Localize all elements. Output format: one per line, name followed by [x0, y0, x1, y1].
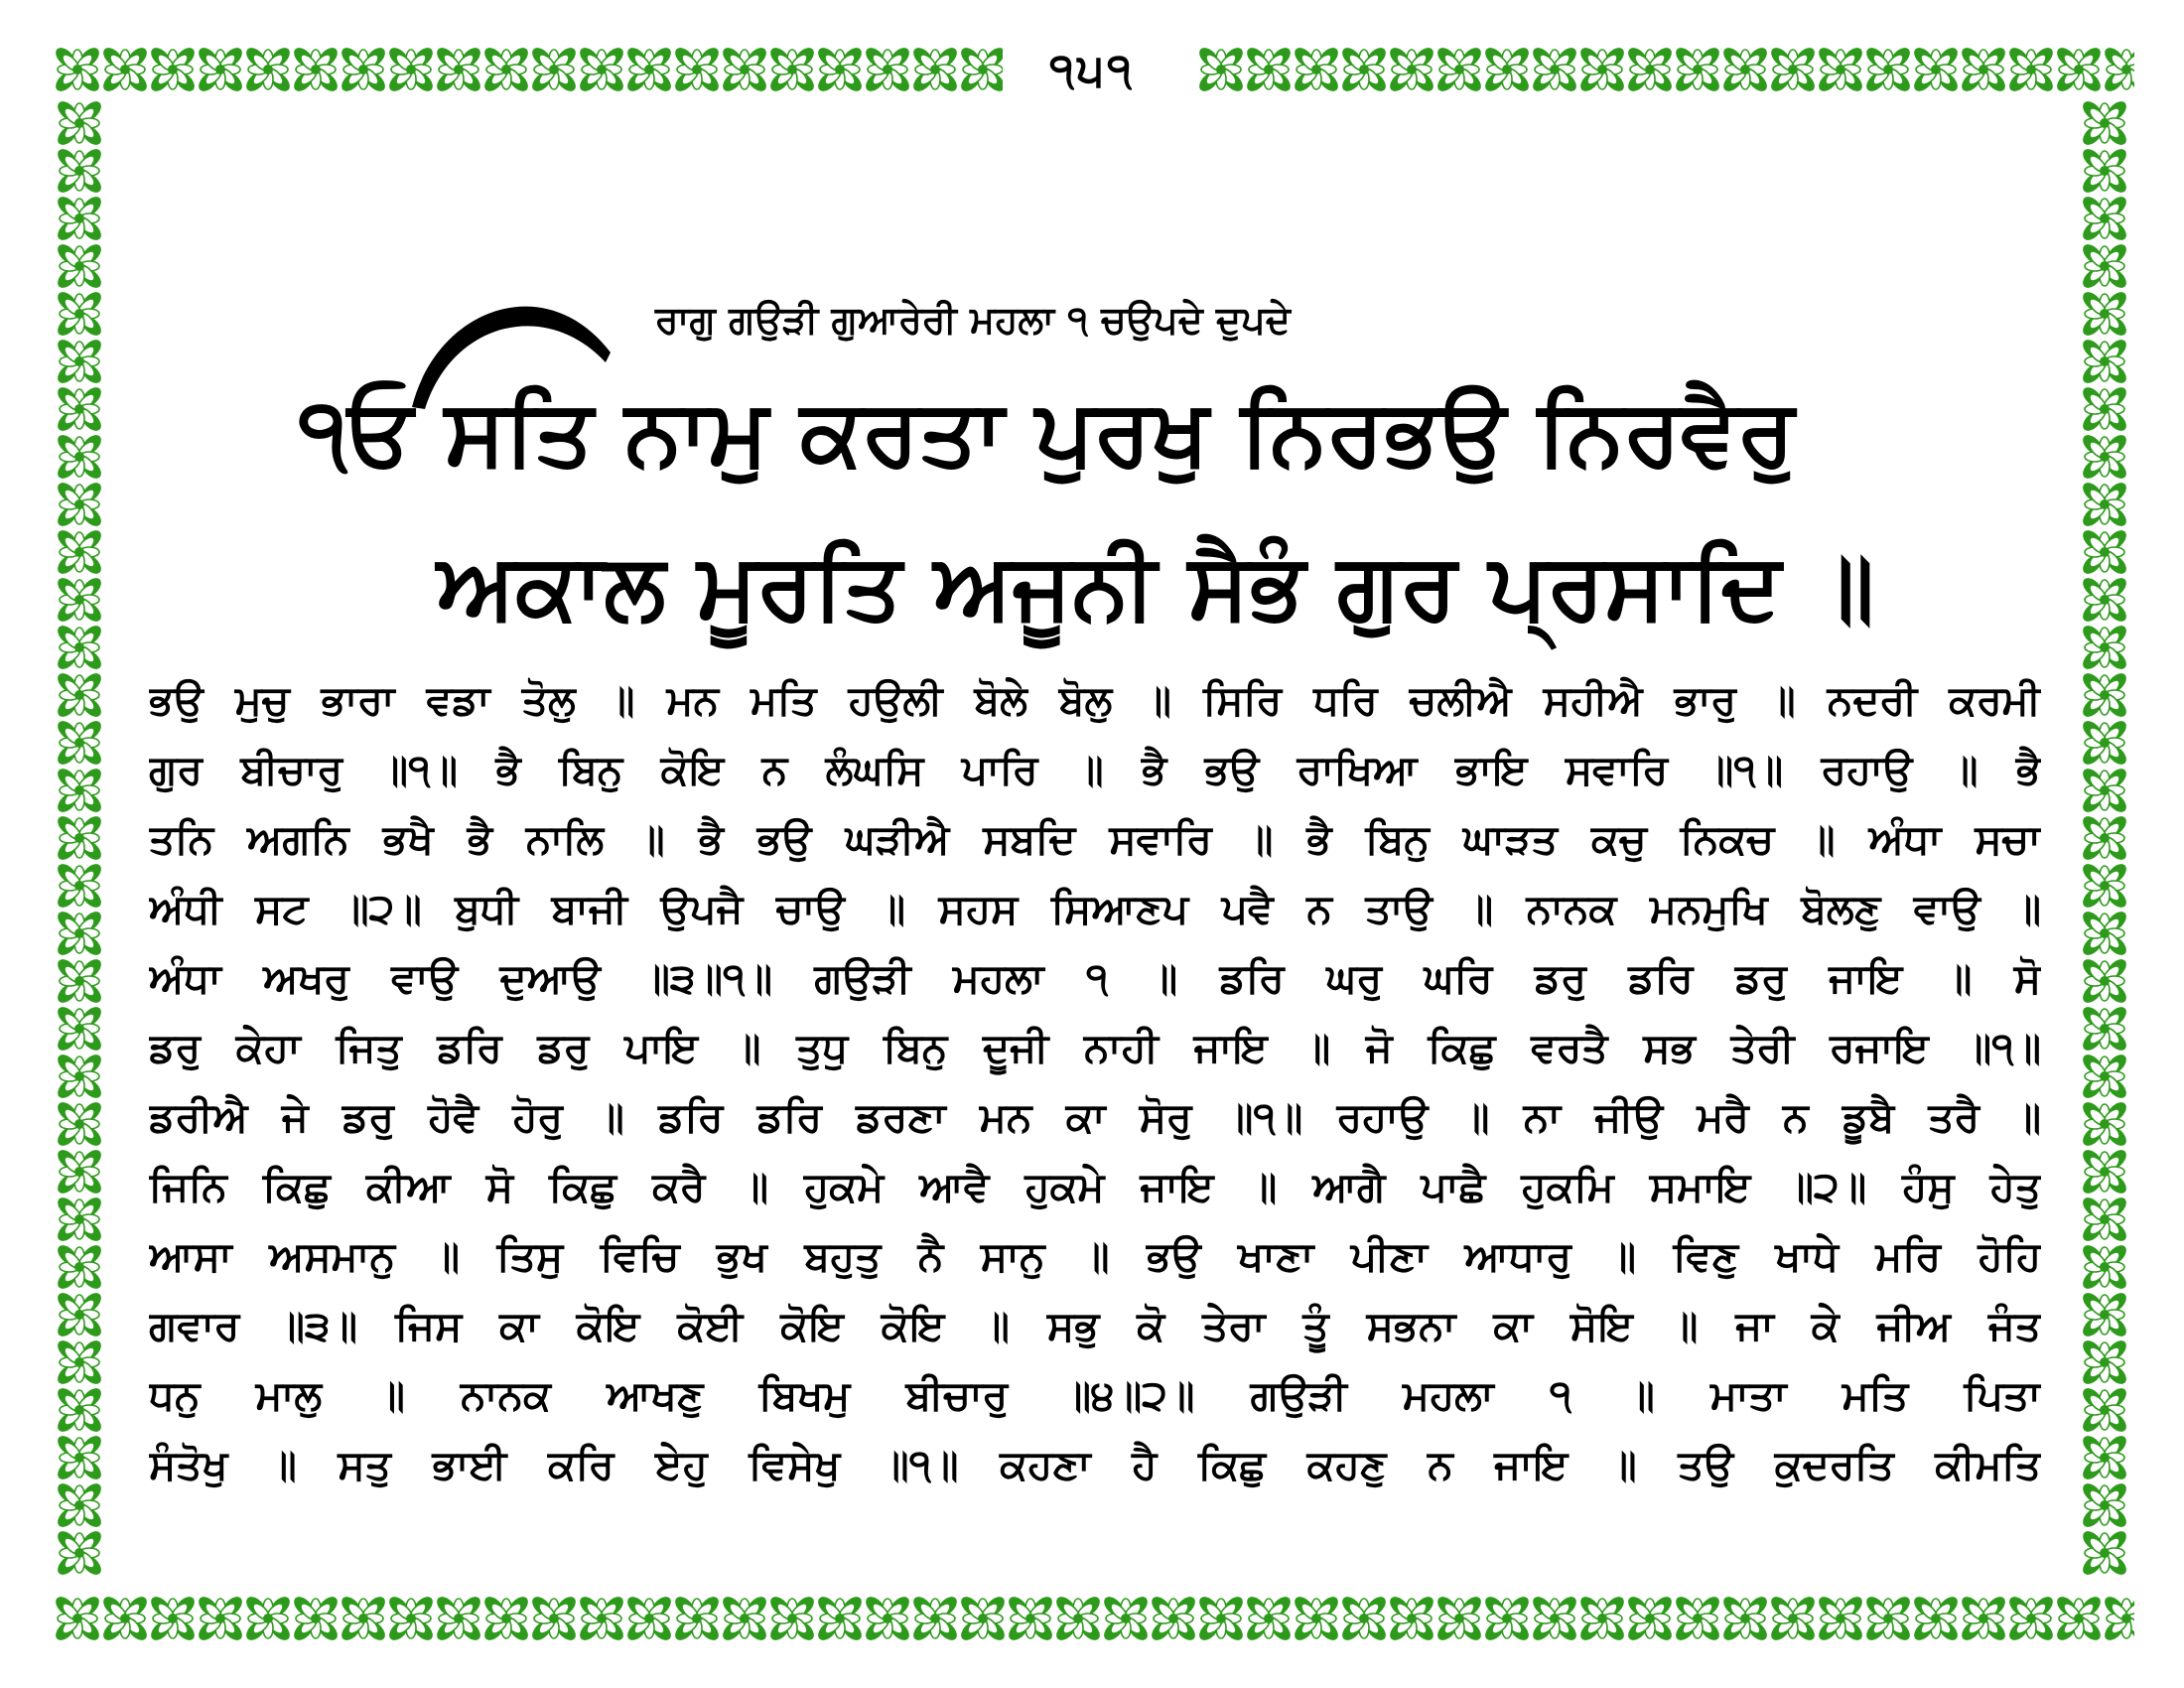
body-line: ਜਿਨਿ ਕਿਛੁ ਕੀਆ ਸੋ ਕਿਛੁ ਕਰੈ ॥ ਹੁਕਮੇ ਆਵੈ ਹੁਕਮੇ ਜਾਇ ॥ ਆਗੈ ਪਾਛੈ ਹੁਕਮਿ ਸਮਾਇ ॥੨॥ ਹੰਸੁ ਹੇਤੁ: [149, 1163, 2041, 1210]
flower-ornament: [2102, 45, 2134, 95]
flower-ornament: [481, 1594, 532, 1644]
flower-ornament: [624, 45, 675, 95]
flower-ornament: [386, 45, 437, 95]
flower-ornament: [910, 1594, 961, 1644]
flower-ornament: [55, 1290, 105, 1340]
flower-ornament: [55, 384, 105, 435]
flower-ornament: [577, 45, 627, 95]
flower-ornament: [196, 1594, 246, 1644]
flower-ornament: [2080, 146, 2130, 197]
floral-border-right: [2075, 99, 2134, 1589]
flower-ornament: [55, 1099, 105, 1150]
flower-ornament: [958, 45, 1009, 95]
page-number-box: [1003, 38, 1181, 103]
flower-ornament: [1292, 1594, 1342, 1644]
gurbani-body: [149, 665, 2041, 1499]
flower-ornament: [767, 45, 818, 95]
flower-ornament: [55, 1195, 105, 1245]
flower-ornament: [55, 146, 105, 197]
flower-ornament: [1816, 45, 1866, 95]
flower-ornament: [2080, 1099, 2130, 1150]
flower-ornament: [2080, 1052, 2130, 1102]
flower-ornament: [1387, 45, 1437, 95]
flower-ornament: [243, 45, 294, 95]
flower-ornament: [2080, 1290, 2130, 1340]
flower-ornament: [55, 861, 105, 912]
flower-ornament: [2080, 1480, 2130, 1531]
body-line: ਗਵਾਰ ॥੩॥ ਜਿਸ ਕਾ ਕੋਇ ਕੋਈ ਕੋਇ ਕੋਇ ॥ ਸਭੁ ਕੋ ਤੇਰਾ ਤੂੰ ਸਭਨਾ ਕਾ ਸੋਇ ॥ ਜਾ ਕੇ ਜੀਅ ਜੰਤ: [149, 1302, 2041, 1349]
flower-ornament: [2080, 1147, 2130, 1197]
flower-ornament: [2080, 1337, 2130, 1388]
flower-ornament: [434, 1594, 484, 1644]
flower-ornament: [55, 670, 105, 721]
body-line: ਆਸਾ ਅਸਮਾਨੁ ॥ ਤਿਸੁ ਵਿਚਿ ਭੁਖ ਬਹੁਤੁ ਨੈ ਸਾਨੁ ॥ ਭਉ ਖਾਣਾ ਪੀਣਾ ਆਧਾਰੁ ॥ ਵਿਣੁ ਖਾਧੇ ਮਰਿ ਹੋਹਿ: [149, 1232, 2041, 1280]
flower-ornament: [2006, 1594, 2057, 1644]
flower-ornament: [55, 480, 105, 530]
flower-ornament: [2080, 432, 2130, 483]
flower-ornament: [2080, 194, 2130, 244]
flower-ornament: [243, 1594, 294, 1644]
flower-ornament: [1816, 1594, 1866, 1644]
flower-pattern-right: [2075, 99, 2134, 1589]
flower-ornament: [1673, 1594, 1723, 1644]
flower-ornament: [55, 194, 105, 244]
flower-ornament: [815, 1594, 866, 1644]
flower-ornament: [55, 1433, 105, 1483]
flower-ornament: [720, 45, 770, 95]
flower-ornament: [55, 99, 105, 148]
raag-heading: ਰਾਗੁ ਗਉੜੀ ਗੁਆਰੇਰੀ ਮਹਲਾ ੧ ਚਉਪਦੇ ਦੁਪਦੇ: [655, 298, 1291, 342]
flower-ornament: [55, 813, 105, 864]
flower-ornament: [55, 1337, 105, 1388]
flower-ornament: [1768, 1594, 1819, 1644]
flower-ornament: [1149, 1594, 1199, 1644]
flower-ornament: [386, 1594, 437, 1644]
flower-ornament: [624, 1594, 675, 1644]
flower-ornament: [2054, 45, 2105, 95]
flower-ornament: [672, 45, 723, 95]
flower-ornament: [1101, 1594, 1152, 1644]
body-line: ਡਰੁ ਕੇਹਾ ਜਿਤੁ ਡਰਿ ਡਰੁ ਪਾਇ ॥ ਤੁਧੁ ਬਿਨੁ ਦੂਜੀ ਨਾਹੀ ਜਾਇ ॥ ਜੋ ਕਿਛੁ ਵਰਤੈ ਸਭ ਤੇਰੀ ਰਜਾਇ ॥੧॥: [149, 1024, 2041, 1071]
flower-ornament: [148, 45, 199, 95]
flower-ornament: [1244, 45, 1295, 95]
flower-ornament: [1006, 1594, 1056, 1644]
flower-ornament: [910, 45, 961, 95]
flower-ornament: [55, 1147, 105, 1197]
flower-pattern-bottom: [50, 1589, 2134, 1648]
flower-ornament: [2080, 861, 2130, 912]
flower-ornament: [577, 1594, 627, 1644]
body-line: ਅੰਧਾ ਅਖਰੁ ਵਾਉ ਦੁਆਉ ॥੩॥੧॥ ਗਉੜੀ ਮਹਲਾ ੧ ॥ ਡਰਿ ਘਰੁ ਘਰਿ ਡਰੁ ਡਰਿ ਡਰੁ ਜਾਇ ॥ ਸੋ: [149, 954, 2041, 1002]
flower-ornament: [672, 1594, 723, 1644]
flower-ornament: [55, 623, 105, 673]
flower-ornament: [339, 1594, 389, 1644]
flower-ornament: [2080, 384, 2130, 435]
flower-ornament: [767, 1594, 818, 1644]
flower-ornament: [2080, 289, 2130, 340]
flower-ornament: [2080, 337, 2130, 387]
flower-ornament: [1339, 45, 1390, 95]
flower-ornament: [1530, 1594, 1580, 1644]
flower-ornament: [1625, 1594, 1676, 1644]
flower-ornament: [291, 1594, 341, 1644]
flower-ornament: [291, 45, 341, 95]
flower-ornament: [1339, 1594, 1390, 1644]
flower-ornament: [1911, 45, 1962, 95]
flower-ornament: [815, 45, 866, 95]
flower-ornament: [1577, 45, 1628, 95]
flower-ornament: [434, 45, 484, 95]
flower-ornament: [1625, 45, 1676, 95]
flower-ornament: [1292, 45, 1342, 95]
flower-ornament: [1768, 45, 1819, 95]
flower-ornament: [1959, 1594, 2009, 1644]
mool-mantar-line-1: ੧ਓ ਸਤਿ ਨਾਮੁ ਕਰਤਾ ਪੁਰਖੁ ਨਿਰਭਉ ਨਿਰਵੈਰੁ: [298, 379, 1795, 486]
flower-ornament: [1720, 45, 1771, 95]
floral-border-bottom: [50, 1589, 2134, 1648]
flower-ornament: [2080, 718, 2130, 769]
flower-ornament: [2080, 1242, 2130, 1293]
flower-ornament: [1053, 1594, 1104, 1644]
flower-ornament: [1577, 1594, 1628, 1644]
body-line: ਤਨਿ ਅਗਨਿ ਭਖੈ ਭੈ ਨਾਲਿ ॥ ਭੈ ਭਉ ਘੜੀਐ ਸਬਦਿ ਸਵਾਰਿ ॥ ਭੈ ਬਿਨੁ ਘਾੜਤ ਕਚੁ ਨਿਕਚ ॥ ਅੰਧਾ ਸਚਾ: [149, 815, 2041, 863]
flower-ornament: [1482, 1594, 1533, 1644]
flower-ornament: [55, 241, 105, 292]
flower-ornament: [1959, 45, 2009, 95]
flower-ornament: [2080, 1195, 2130, 1245]
flower-ornament: [55, 718, 105, 769]
flower-ornament: [53, 1594, 103, 1644]
flower-ornament: [481, 45, 532, 95]
flower-ornament: [2006, 45, 2057, 95]
flower-ornament: [339, 45, 389, 95]
flower-ornament: [100, 45, 151, 95]
flower-ornament: [55, 1528, 105, 1579]
flower-ornament: [55, 1480, 105, 1531]
body-line: ਅੰਧੀ ਸਟ ॥੨॥ ਬੁਧੀ ਬਾਜੀ ਉਪਜੈ ਚਾਉ ॥ ਸਹਸ ਸਿਆਣਪ ਪਵੈ ਨ ਤਾਉ ॥ ਨਾਨਕ ਮਨਮੁਖਿ ਬੋਲਣੁ ਵਾਉ ॥: [149, 885, 2041, 932]
flower-ornament: [1434, 45, 1485, 95]
flower-ornament: [1720, 1594, 1771, 1644]
floral-border-left: [50, 99, 109, 1589]
flower-ornament: [2080, 956, 2130, 1007]
flower-ornament: [1863, 1594, 1914, 1644]
flower-ornament: [1196, 1594, 1247, 1644]
flower-ornament: [55, 527, 105, 578]
flower-ornament: [1196, 45, 1247, 95]
body-line: ਭਉ ਮੁਚੁ ਭਾਰਾ ਵਡਾ ਤੋਲੁ ॥ ਮਨ ਮਤਿ ਹਉਲੀ ਬੋਲੇ ਬੋਲੁ ॥ ਸਿਰਿ ਧਰਿ ਚਲੀਐ ਸਹੀਐ ਭਾਰੁ ॥ ਨਦਰੀ ਕਰਮੀ: [149, 676, 2041, 724]
flower-ornament: [55, 1004, 105, 1055]
flower-ornament: [2080, 670, 2130, 721]
flower-ornament: [2080, 1385, 2130, 1436]
page-number: ੧੫੧: [1048, 43, 1136, 96]
flower-ornament: [55, 1052, 105, 1102]
flower-ornament: [1387, 1594, 1437, 1644]
flower-ornament: [2080, 99, 2130, 148]
flower-ornament: [1673, 45, 1723, 95]
flower-ornament: [2080, 241, 2130, 292]
flower-ornament: [2080, 1528, 2130, 1579]
flower-ornament: [1482, 45, 1533, 95]
flower-ornament: [55, 766, 105, 816]
flower-ornament: [1911, 1594, 1962, 1644]
flower-ornament: [55, 1385, 105, 1436]
flower-ornament: [2080, 1433, 2130, 1483]
flower-ornament: [863, 45, 913, 95]
flower-ornament: [2080, 527, 2130, 578]
flower-ornament: [2080, 909, 2130, 959]
flower-ornament: [55, 432, 105, 483]
body-line: ਡਰੀਐ ਜੇ ਡਰੁ ਹੋਵੈ ਹੋਰੁ ॥ ਡਰਿ ਡਰਿ ਡਰਣਾ ਮਨ ਕਾ ਸੋਰੁ ॥੧॥ ਰਹਾਉ ॥ ਨਾ ਜੀਉ ਮਰੈ ਨ ਡੂਬੈ ਤਰੈ ॥: [149, 1093, 2041, 1141]
flower-ornament: [1434, 1594, 1485, 1644]
flower-ornament: [55, 337, 105, 387]
flower-ornament: [863, 1594, 913, 1644]
flower-ornament: [2054, 1594, 2105, 1644]
flower-ornament: [2080, 575, 2130, 626]
flower-ornament: [2080, 480, 2130, 530]
flower-ornament: [196, 45, 246, 95]
flower-ornament: [2102, 1594, 2134, 1644]
flower-ornament: [53, 45, 103, 95]
body-line: ਗੁਰ ਬੀਚਾਰੁ ॥੧॥ ਭੈ ਬਿਨੁ ਕੋਇ ਨ ਲੰਘਸਿ ਪਾਰਿ ॥ ਭੈ ਭਉ ਰਾਖਿਆ ਭਾਇ ਸਵਾਰਿ ॥੧॥ ਰਹਾਉ ॥ ਭੈ: [149, 746, 2041, 793]
flower-ornament: [55, 1242, 105, 1293]
flower-pattern-left: [50, 99, 109, 1589]
flower-ornament: [1530, 45, 1580, 95]
flower-ornament: [55, 909, 105, 959]
flower-ornament: [55, 956, 105, 1007]
flower-ornament: [2080, 623, 2130, 673]
mool-mantar-line-2: ਅਕਾਲ ਮੂਰਤਿ ਅਜੂਨੀ ਸੈਭੰ ਗੁਰ ਪ੍ਰਸਾਦਿ ॥: [437, 533, 1875, 639]
flower-ornament: [529, 45, 580, 95]
flower-ornament: [2080, 813, 2130, 864]
flower-ornament: [55, 575, 105, 626]
body-line: ਧਨੁ ਮਾਲੁ ॥ ਨਾਨਕ ਆਖਣੁ ਬਿਖਮੁ ਬੀਚਾਰੁ ॥੪॥੨॥ ਗਉੜੀ ਮਹਲਾ ੧ ॥ ਮਾਤਾ ਮਤਿ ਪਿਤਾ: [149, 1371, 2041, 1419]
flower-ornament: [958, 1594, 1009, 1644]
flower-ornament: [148, 1594, 199, 1644]
flower-ornament: [529, 1594, 580, 1644]
flower-ornament: [2080, 1004, 2130, 1055]
flower-ornament: [720, 1594, 770, 1644]
flower-ornament: [1244, 1594, 1295, 1644]
flower-ornament: [100, 1594, 151, 1644]
flower-ornament: [55, 289, 105, 340]
body-line: ਸੰਤੋਖੁ ॥ ਸਤੁ ਭਾਈ ਕਰਿ ਏਹੁ ਵਿਸੇਖੁ ॥੧॥ ਕਹਣਾ ਹੈ ਕਿਛੁ ਕਹਣੁ ਨ ਜਾਇ ॥ ਤਉ ਕੁਦਰਤਿ ਕੀਮਤਿ: [149, 1441, 2041, 1488]
flower-ornament: [1863, 45, 1914, 95]
flower-ornament: [2080, 766, 2130, 816]
